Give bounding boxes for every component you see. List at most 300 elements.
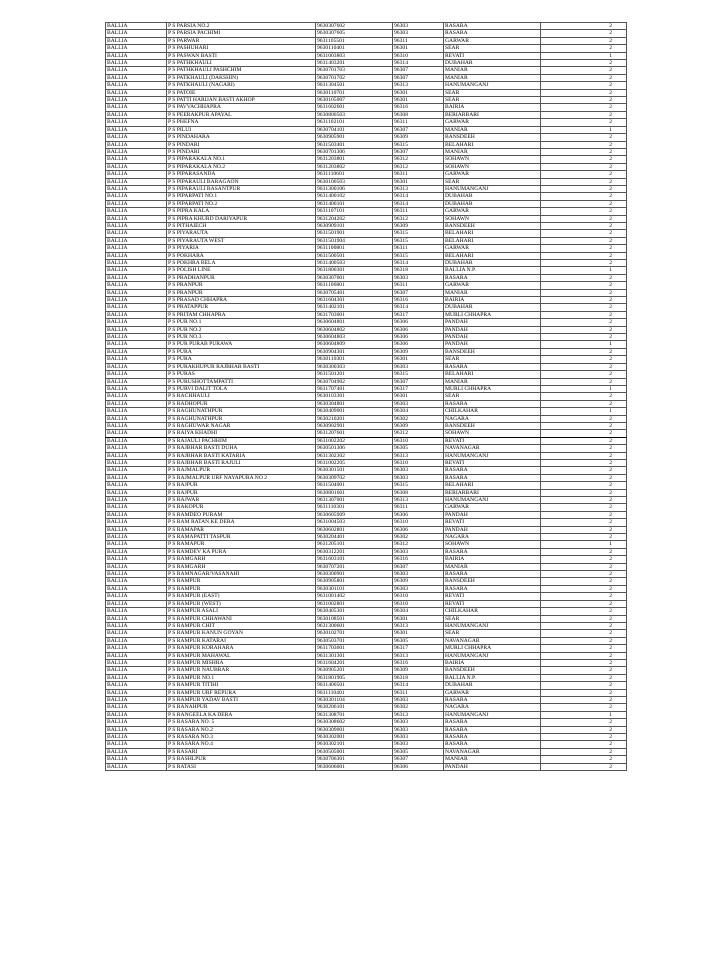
school-name-cell: P S PATOIE <box>167 89 316 96</box>
block-code-cell: 96314 <box>393 304 444 311</box>
table-row <box>106 585 627 592</box>
school-code-cell: 9630704902 <box>316 378 393 385</box>
count-cell: 2 <box>541 474 627 481</box>
district-cell: BALLIA <box>106 393 167 400</box>
block-code-cell: 96303 <box>393 585 444 592</box>
block-code-cell: 96306 <box>393 326 444 333</box>
district-cell: BALLIA <box>106 148 167 155</box>
school-name-cell: P S PIPARAULI BARAGAON <box>167 178 316 185</box>
block-name-cell: CHILKAHAR <box>444 408 541 415</box>
table-row <box>106 652 627 659</box>
school-code-cell: 9631501904 <box>316 237 393 244</box>
count-cell: 2 <box>541 326 627 333</box>
block-name-cell: SEAR <box>444 89 541 96</box>
district-cell: BALLIA <box>106 185 167 192</box>
count-cell: 2 <box>541 363 627 370</box>
table-row <box>106 185 627 192</box>
block-name-cell: MANIAR <box>444 67 541 74</box>
school-name-cell: P S RAJPUR <box>167 482 316 489</box>
district-cell: BALLIA <box>106 704 167 711</box>
school-name-cell: P S RAMPUR YADAV BASTI <box>167 696 316 703</box>
block-code-cell: 96311 <box>393 504 444 511</box>
table-row <box>106 282 627 289</box>
block-name-cell: BANSDEEH <box>444 348 541 355</box>
block-name-cell: BAIRIA <box>444 104 541 111</box>
count-cell: 2 <box>541 200 627 207</box>
district-cell: BALLIA <box>106 319 167 326</box>
table-row <box>106 245 627 252</box>
count-cell: 2 <box>541 163 627 170</box>
count-cell: 1 <box>541 126 627 133</box>
school-name-cell: P S RATASI <box>167 763 316 770</box>
school-code-cell: 9630409001 <box>316 408 393 415</box>
school-code-cell: 9630602801 <box>316 526 393 533</box>
block-code-cell: 96314 <box>393 682 444 689</box>
block-code-cell: 96307 <box>393 289 444 296</box>
district-cell: BALLIA <box>106 74 167 81</box>
district-cell: BALLIA <box>106 126 167 133</box>
table-row <box>106 689 627 696</box>
block-name-cell: HANUMANGANJ <box>444 452 541 459</box>
district-cell: BALLIA <box>106 237 167 244</box>
school-name-cell: P S RASARI <box>167 748 316 755</box>
school-name-cell: P S RANAHPUR <box>167 704 316 711</box>
school-code-cell: 9631403201 <box>316 60 393 67</box>
block-name-cell: BANSDEEH <box>444 222 541 229</box>
school-code-cell: 9630704101 <box>316 126 393 133</box>
block-code-cell: 96310 <box>393 600 444 607</box>
school-name-cell: P S RANGEELA KA DERA <box>167 711 316 718</box>
district-cell: BALLIA <box>106 267 167 274</box>
block-code-cell: 96316 <box>393 297 444 304</box>
school-name-cell: P S PUR NO.1 <box>167 319 316 326</box>
count-cell: 2 <box>541 497 627 504</box>
school-name-cell: P S PIPARPATI NO.2 <box>167 200 316 207</box>
block-name-cell: BELAHARI <box>444 237 541 244</box>
block-name-cell: SOHAWN <box>444 541 541 548</box>
block-name-cell: NAGARA <box>444 415 541 422</box>
school-code-cell: 9630210201 <box>316 415 393 422</box>
table-row <box>106 326 627 333</box>
block-code-cell: 96306 <box>393 511 444 518</box>
table-row <box>106 378 627 385</box>
table-row <box>106 385 627 392</box>
block-name-cell: BERIARBARI <box>444 111 541 118</box>
block-name-cell: PANDAH <box>444 511 541 518</box>
count-cell: 2 <box>541 60 627 67</box>
count-cell: 2 <box>541 252 627 259</box>
school-code-cell: 9630204401 <box>316 534 393 541</box>
block-code-cell: 96305 <box>393 445 444 452</box>
school-code-cell: 9631002202 <box>316 437 393 444</box>
school-code-cell: 9631707401 <box>316 385 393 392</box>
school-code-cell: 9630108501 <box>316 615 393 622</box>
count-cell: 2 <box>541 674 627 681</box>
block-name-cell: MANIAR <box>444 74 541 81</box>
district-cell: BALLIA <box>106 311 167 318</box>
count-cell: 2 <box>541 274 627 281</box>
table-row <box>106 134 627 141</box>
district-cell: BALLIA <box>106 252 167 259</box>
table-row <box>106 452 627 459</box>
district-cell: BALLIA <box>106 748 167 755</box>
district-cell: BALLIA <box>106 726 167 733</box>
school-name-cell: P S RAMPUR CHHAWANI <box>167 615 316 622</box>
school-code-cell: 9630905901 <box>316 134 393 141</box>
school-name-cell: P S PARSIA NO.2 <box>167 23 316 30</box>
block-name-cell: BAIRIA <box>444 556 541 563</box>
school-name-cell: P S PRADHANPUR <box>167 274 316 281</box>
block-name-cell: GARWAR <box>444 245 541 252</box>
school-code-cell: 9630701702 <box>316 74 393 81</box>
block-code-cell: 96316 <box>393 659 444 666</box>
block-code-cell: 96301 <box>393 97 444 104</box>
count-cell: 2 <box>541 30 627 37</box>
school-code-cell: 9631603101 <box>316 556 393 563</box>
table-row <box>106 274 627 281</box>
block-code-cell: 96318 <box>393 674 444 681</box>
table-row <box>106 45 627 52</box>
block-code-cell: 96312 <box>393 215 444 222</box>
school-name-cell: P S RAMPUR CHIT <box>167 622 316 629</box>
school-code-cell: 9630905201 <box>316 667 393 674</box>
count-cell: 2 <box>541 534 627 541</box>
school-name-cell: P S RAMPUR ASALI <box>167 608 316 615</box>
school-code-cell: 9630312201 <box>316 548 393 555</box>
school-name-cell: P S RAMPUR NO.1 <box>167 674 316 681</box>
block-code-cell: 96311 <box>393 37 444 44</box>
school-code-cell: 9631100801 <box>316 245 393 252</box>
block-name-cell: PANDAH <box>444 763 541 770</box>
school-name-cell: P S PARSIA PACHIMI <box>167 30 316 37</box>
school-code-cell: 9631504001 <box>316 482 393 489</box>
block-name-cell: RASARA <box>444 696 541 703</box>
count-cell: 2 <box>541 741 627 748</box>
table-row <box>106 304 627 311</box>
table-row <box>106 67 627 74</box>
district-cell: BALLIA <box>106 630 167 637</box>
school-name-cell: P S RAJMALPUR <box>167 467 316 474</box>
district-cell: BALLIA <box>106 163 167 170</box>
school-code-cell: 9631102101 <box>316 119 393 126</box>
school-name-cell: P S PURAS <box>167 371 316 378</box>
district-cell: BALLIA <box>106 156 167 163</box>
count-cell: 2 <box>541 111 627 118</box>
school-name-cell: P S PIPARAKALA NO.2 <box>167 163 316 170</box>
count-cell: 2 <box>541 208 627 215</box>
block-code-cell: 96302 <box>393 534 444 541</box>
school-name-cell: P S PHEFNA <box>167 119 316 126</box>
block-code-cell: 96317 <box>393 311 444 318</box>
table-row <box>106 637 627 644</box>
table-row <box>106 119 627 126</box>
district-cell: BALLIA <box>106 222 167 229</box>
count-cell: 2 <box>541 74 627 81</box>
table-row <box>106 467 627 474</box>
count-cell: 1 <box>541 341 627 348</box>
block-name-cell: MURLI CHHAPRA <box>444 385 541 392</box>
district-cell: BALLIA <box>106 571 167 578</box>
block-code-cell: 96310 <box>393 52 444 59</box>
block-code-cell: 96307 <box>393 148 444 155</box>
table-row <box>106 511 627 518</box>
table-row <box>106 341 627 348</box>
block-code-cell: 96311 <box>393 208 444 215</box>
district-cell: BALLIA <box>106 526 167 533</box>
block-code-cell: 96303 <box>393 719 444 726</box>
school-code-cell: 9630503701 <box>316 637 393 644</box>
block-code-cell: 96303 <box>393 274 444 281</box>
school-code-cell: 9630302101 <box>316 741 393 748</box>
district-cell: BALLIA <box>106 556 167 563</box>
table-row <box>106 497 627 504</box>
count-cell: 2 <box>541 563 627 570</box>
count-cell: 2 <box>541 304 627 311</box>
block-code-cell: 96301 <box>393 615 444 622</box>
school-name-cell: P S PATHKHAULI PASHCHIM <box>167 67 316 74</box>
table-row <box>106 60 627 67</box>
school-code-cell: 9630505001 <box>316 748 393 755</box>
school-name-cell: P S PATTI HARIJAN BASTI AKHOP <box>167 97 316 104</box>
school-name-cell: P S PUR NO.2 <box>167 326 316 333</box>
school-name-cell: P S RAMPUR KANUN GOYAN <box>167 630 316 637</box>
school-name-cell: P S PRASAD CHHAPRA <box>167 297 316 304</box>
block-name-cell: SOHAWN <box>444 430 541 437</box>
count-cell: 2 <box>541 282 627 289</box>
school-name-cell: P S POLISH LINE <box>167 267 316 274</box>
school-code-cell: 9630706301 <box>316 756 393 763</box>
table-row <box>106 445 627 452</box>
school-name-cell: P S RAJPUR <box>167 489 316 496</box>
table-row <box>106 682 627 689</box>
block-name-cell: SEAR <box>444 97 541 104</box>
block-code-cell: 96313 <box>393 652 444 659</box>
district-cell: BALLIA <box>106 37 167 44</box>
school-name-cell: P S RACHHAULI <box>167 393 316 400</box>
district-cell: BALLIA <box>106 667 167 674</box>
school-name-cell: P S RASARA NO. 5 <box>167 719 316 726</box>
table-row <box>106 363 627 370</box>
school-name-cell: P S RAGHUNATHPUR <box>167 408 316 415</box>
school-code-cell: 9631602601 <box>316 104 393 111</box>
block-code-cell: 96301 <box>393 45 444 52</box>
count-cell: 2 <box>541 171 627 178</box>
district-cell: BALLIA <box>106 356 167 363</box>
count-cell: 2 <box>541 334 627 341</box>
count-cell: 2 <box>541 734 627 741</box>
data-table <box>105 22 627 771</box>
table-row <box>106 260 627 267</box>
district-cell: BALLIA <box>106 422 167 429</box>
block-code-cell: 96307 <box>393 67 444 74</box>
school-name-cell: P S PIPARAKALA NO.1 <box>167 156 316 163</box>
count-cell: 2 <box>541 393 627 400</box>
count-cell: 2 <box>541 667 627 674</box>
school-code-cell: 9631203802 <box>316 163 393 170</box>
count-cell: 2 <box>541 119 627 126</box>
district-cell: BALLIA <box>106 178 167 185</box>
district-cell: BALLIA <box>106 341 167 348</box>
block-code-cell: 96309 <box>393 422 444 429</box>
block-name-cell: RASARA <box>444 726 541 733</box>
school-name-cell: P S PATHKHAULI <box>167 60 316 67</box>
district-cell: BALLIA <box>106 682 167 689</box>
table-row <box>106 763 627 770</box>
school-code-cell: 9630304801 <box>316 400 393 407</box>
school-name-cell: P S RAMPUR <box>167 578 316 585</box>
count-cell: 2 <box>541 696 627 703</box>
school-code-cell: 9631604301 <box>316 297 393 304</box>
block-name-cell: BALLIA N.P. <box>444 674 541 681</box>
school-code-cell: 9630300901 <box>316 571 393 578</box>
school-code-cell: 9631110401 <box>316 689 393 696</box>
table-row <box>106 23 627 30</box>
district-cell: BALLIA <box>106 215 167 222</box>
count-cell: 2 <box>541 319 627 326</box>
block-name-cell: MANIAR <box>444 126 541 133</box>
school-code-cell: 9631300106 <box>316 185 393 192</box>
block-code-cell: 96317 <box>393 645 444 652</box>
school-name-cell: P S RAMPUR TITIHI <box>167 682 316 689</box>
district-cell: BALLIA <box>106 230 167 237</box>
school-code-cell: 9630103301 <box>316 393 393 400</box>
school-name-cell: P S RAJBHAR BASTI DUHA <box>167 445 316 452</box>
block-code-cell: 96306 <box>393 341 444 348</box>
school-name-cell: P S PURAKHUPUR RAJBHAR BASTI <box>167 363 316 370</box>
block-name-cell: BAIRIA <box>444 297 541 304</box>
school-code-cell: 9630301101 <box>316 585 393 592</box>
block-name-cell: PANDAH <box>444 334 541 341</box>
district-cell: BALLIA <box>106 97 167 104</box>
count-cell: 2 <box>541 556 627 563</box>
school-name-cell: P S RAJAULI PACHHIM <box>167 437 316 444</box>
table-row <box>106 311 627 318</box>
count-cell: 2 <box>541 682 627 689</box>
school-code-cell: 9630105007 <box>316 97 393 104</box>
school-code-cell: 9630308602 <box>316 719 393 726</box>
table-row <box>106 726 627 733</box>
school-code-cell: 9631002205 <box>316 459 393 466</box>
district-cell: BALLIA <box>106 504 167 511</box>
block-code-cell: 96312 <box>393 541 444 548</box>
count-cell: 2 <box>541 215 627 222</box>
count-cell: 2 <box>541 156 627 163</box>
count-cell: 2 <box>541 452 627 459</box>
block-name-cell: RASARA <box>444 474 541 481</box>
block-name-cell: RASARA <box>444 30 541 37</box>
block-code-cell: 96304 <box>393 608 444 615</box>
school-name-cell: P S RAKOPUR <box>167 504 316 511</box>
count-cell: 2 <box>541 289 627 296</box>
block-code-cell: 96314 <box>393 260 444 267</box>
school-code-cell: 9630902901 <box>316 422 393 429</box>
school-name-cell: P S PASWAN BASTI <box>167 52 316 59</box>
block-code-cell: 96303 <box>393 467 444 474</box>
table-row <box>106 519 627 526</box>
count-cell: 2 <box>541 659 627 666</box>
block-name-cell: HANUMANGANJ <box>444 652 541 659</box>
block-name-cell: GARWAR <box>444 37 541 44</box>
table-row <box>106 741 627 748</box>
district-cell: BALLIA <box>106 548 167 555</box>
block-name-cell: PANDAH <box>444 526 541 533</box>
block-name-cell: SEAR <box>444 615 541 622</box>
block-name-cell: SOHAWN <box>444 156 541 163</box>
table-row <box>106 696 627 703</box>
table-row <box>106 748 627 755</box>
block-name-cell: REVATI <box>444 600 541 607</box>
block-code-cell: 96303 <box>393 363 444 370</box>
school-code-cell: 9631307001 <box>316 497 393 504</box>
block-code-cell: 96310 <box>393 437 444 444</box>
block-code-cell: 96316 <box>393 556 444 563</box>
school-name-cell: P S RAMDEO PURAM <box>167 511 316 518</box>
block-name-cell: MANIAR <box>444 756 541 763</box>
district-cell: BALLIA <box>106 637 167 644</box>
block-name-cell: BANSDEEH <box>444 422 541 429</box>
school-name-cell: P S RAGHUNATHPUR <box>167 415 316 422</box>
block-code-cell: 96311 <box>393 282 444 289</box>
block-name-cell: DUBAHAR <box>444 193 541 200</box>
count-cell: 2 <box>541 348 627 355</box>
school-name-cell: P S PUR PURAB PURAWA <box>167 341 316 348</box>
block-name-cell: GARWAR <box>444 504 541 511</box>
table-row <box>106 719 627 726</box>
table-row <box>106 222 627 229</box>
school-code-cell: 9630307001 <box>316 274 393 281</box>
block-code-cell: 96303 <box>393 741 444 748</box>
count-cell: 2 <box>541 748 627 755</box>
table-row <box>106 334 627 341</box>
school-code-cell: 9630604801 <box>316 319 393 326</box>
count-cell: 1 <box>541 711 627 718</box>
table-row <box>106 252 627 259</box>
count-cell: 2 <box>541 615 627 622</box>
count-cell: 2 <box>541 356 627 363</box>
district-cell: BALLIA <box>106 408 167 415</box>
district-cell: BALLIA <box>106 763 167 770</box>
school-code-cell: 9630307605 <box>316 30 393 37</box>
school-code-cell: 9631500501 <box>316 252 393 259</box>
table-row <box>106 163 627 170</box>
count-cell: 2 <box>541 89 627 96</box>
block-code-cell: 96315 <box>393 252 444 259</box>
block-code-cell: 96314 <box>393 200 444 207</box>
block-name-cell: RASARA <box>444 734 541 741</box>
block-name-cell: NAGARA <box>444 534 541 541</box>
count-cell: 2 <box>541 645 627 652</box>
block-name-cell: BELAHARI <box>444 252 541 259</box>
district-cell: BALLIA <box>106 622 167 629</box>
school-code-cell: 9631501201 <box>316 371 393 378</box>
district-cell: BALLIA <box>106 23 167 30</box>
district-cell: BALLIA <box>106 245 167 252</box>
block-name-cell: MANIAR <box>444 148 541 155</box>
block-code-cell: 96317 <box>393 385 444 392</box>
block-name-cell: RASARA <box>444 548 541 555</box>
table-row <box>106 371 627 378</box>
block-name-cell: PANDAH <box>444 319 541 326</box>
block-name-cell: MURLI CHHAPRA <box>444 311 541 318</box>
district-cell: BALLIA <box>106 378 167 385</box>
district-cell: BALLIA <box>106 385 167 392</box>
block-name-cell: RASARA <box>444 363 541 370</box>
count-cell: 2 <box>541 311 627 318</box>
count-cell: 2 <box>541 260 627 267</box>
district-cell: BALLIA <box>106 134 167 141</box>
school-code-cell: 9631205101 <box>316 541 393 548</box>
school-code-cell: 9631400102 <box>316 193 393 200</box>
